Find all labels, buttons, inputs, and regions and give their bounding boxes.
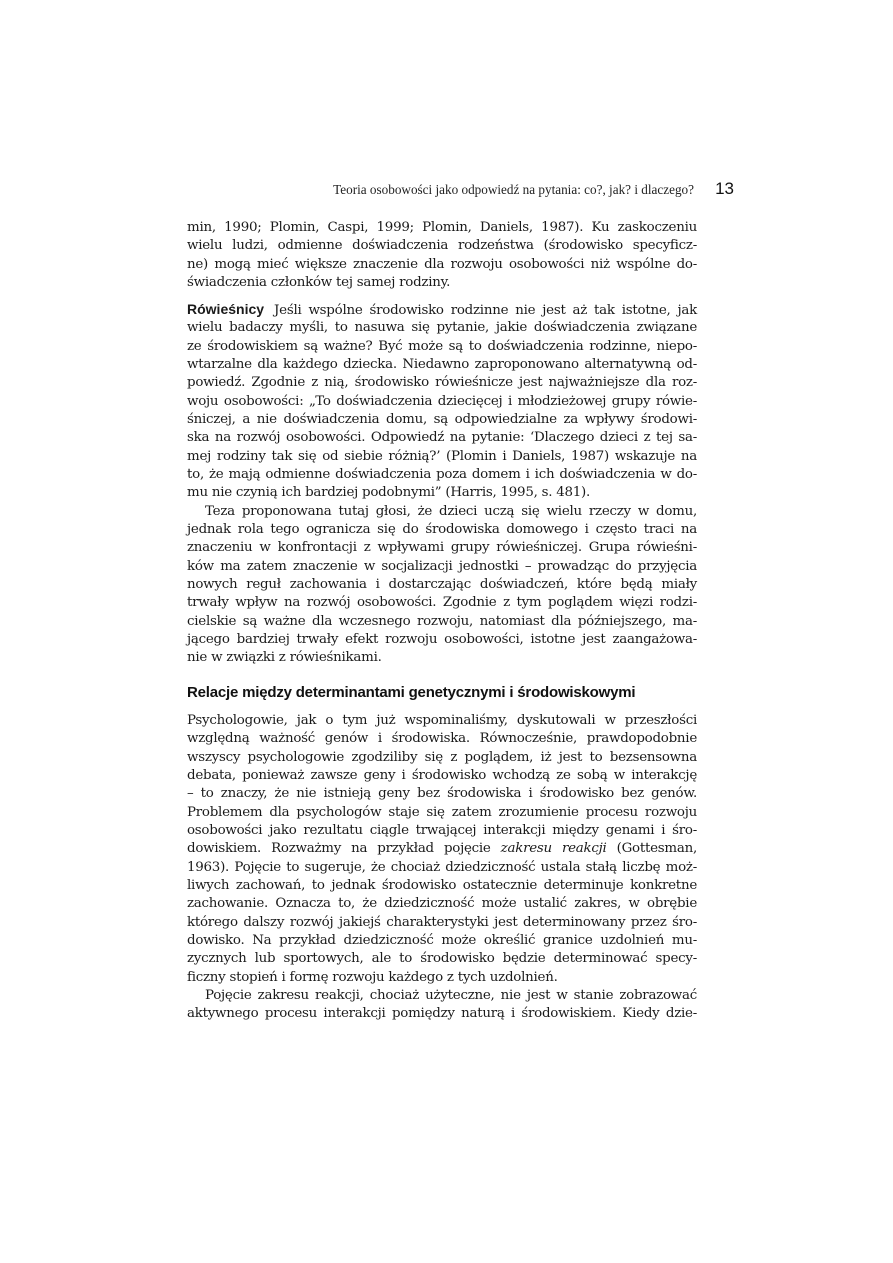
text-line: śniczej, a nie doświadczenia domu, są odpowiedzialne za wpływy środowi- (187, 412, 697, 427)
text-line: debata, ponieważ zawsze geny i środowisko wchodzą ze sobą w interakcję (187, 768, 697, 783)
text-line: trwały wpływ na rozwój osobowości. Zgodnie z tym poglądem więzi rodzi- (187, 595, 697, 610)
text-line: wielu badaczy myśli, to nasuwa się pytanie, jakie doświadczenia związane (187, 320, 697, 335)
text-line: osobowości jako rezultatu ciągle trwającej interakcji między genami i śro- (187, 823, 697, 838)
text-line: Problemem dla psychologów staje się zatem zrozumienie procesu rozwoju (187, 805, 697, 820)
text-span: dowiskiem. Rozważmy na przykład pojęcie (187, 841, 501, 856)
run-in-heading: Rówieśnicy (187, 301, 265, 317)
text-line: Pojęcie zakresu reakcji, chociaż użyteczne, nie jest w stanie zobrazować (205, 988, 697, 1003)
text-line: cielskie są ważne dla wczesnego rozwoju, natomiast dla późniejszego, ma- (187, 614, 697, 629)
text-line: 1963). Pojęcie to sugeruje, że chociaż dziedziczność ustala stałą liczbę moż- (187, 860, 697, 875)
text-line: to, że mają odmienne doświadczenia poza domem i ich doświadczenia w do- (187, 467, 697, 482)
text-line: znaczeniu w konfrontacji z wpływami grupy rówieśniczej. Grupa rówieśni- (187, 540, 697, 555)
text-line: zycznych lub sportowych, ale to środowisko będzie determinować specy- (187, 951, 697, 966)
italic-term: zakresu reakcji (500, 841, 607, 856)
text-line: liwych zachowań, to jednak środowisko ostatecznie determinuje konkretne (187, 878, 697, 893)
text-line: mu nie czynią ich bardziej podobnymi” (Harris, 1995, s. 481). (187, 485, 591, 500)
text-line: zachowanie. Oznacza to, że dziedziczność może ustalić zakres, w obrębie (187, 896, 697, 911)
running-title: Teoria osobowości jako odpowiedź na pytania: co?, jak? i dlaczego? (333, 182, 694, 197)
text-line: mej rodziny tak się od siebie różnią?’ (Plomin i Daniels, 1987) wskazuje na (187, 449, 697, 464)
text-line-with-italic (187, 839, 697, 858)
text-line: jącego bardziej trwały efekt rozwoju osobowości, istotne jest zaangażowa- (187, 632, 697, 647)
text-span: (Gottesman, (606, 841, 697, 856)
text-line: ne) mogą mieć większe znaczenie dla rozwoju osobowości niż wspólne do- (187, 257, 697, 272)
text-line: świadczenia członków tej samej rodziny. (187, 275, 451, 290)
text-line: ze środowiskiem są ważne? Być może są to doświadczenia rodzinne, niepo- (187, 339, 697, 354)
text-line: wszyscy psychologowie zgodziliby się z poglądem, iż jest to bezsensowna (187, 750, 697, 765)
text-line: nowych reguł zachowania i dostarczając doświadczeń, które będą miały (187, 577, 697, 592)
running-head (300, 180, 740, 200)
text-line: dowisko. Na przykład dziedziczność może określić granice uzdolnień mu- (187, 933, 697, 948)
text-line: ficzny stopień i formę rozwoju każdego z tych uzdolnień. (187, 970, 558, 985)
text-line: – to znaczy, że nie istnieją geny bez środowiska i środowisko bez genów. (187, 786, 697, 801)
text-line: Teza proponowana tutaj głosi, że dzieci uczą się wielu rzeczy w domu, (205, 504, 697, 519)
text-line: powiedź. Zgodnie z nią, środowisko rówieśnicze jest najważniejsze dla roz- (187, 375, 697, 390)
text-line: względną ważność genów i środowiska. Równocześnie, prawdopodobnie (187, 731, 697, 746)
text-span: Jeśli wspólne środowisko rodzinne nie jest aż tak istotne, jak (274, 303, 697, 318)
text-line: jednak rola tego ogranicza się do środowiska domowego i często traci na (187, 522, 697, 537)
text-line: woju osobowości: „To doświadczenia dziecięcej i młodzieżowej grupy rówie- (187, 394, 697, 409)
text-line: ków ma zatem znaczenie w socjalizacji jednostki – prowadząc do przyjęcia (187, 559, 697, 574)
text-line: aktywnego procesu interakcji pomiędzy naturą i środowiskiem. Kiedy dzie- (187, 1006, 697, 1021)
text-line: którego dalszy rozwój jakiejś charakterystyki jest determinowany przez śro- (187, 915, 697, 930)
text-line: min, 1990; Plomin, Caspi, 1999; Plomin, Daniels, 1987). Ku zaskoczeniu (187, 220, 697, 235)
section-heading: Relacje między determinantami genetycznymi i środowiskowymi (187, 684, 636, 701)
rowiesnicy-first-line (187, 300, 697, 319)
text-line: wielu ludzi, odmienne doświadczenia rodzeństwa (środowisko specyficz- (187, 238, 697, 253)
page-number: 13 (715, 179, 734, 198)
text-line: ska na rozwój osobowości. Odpowiedź na pytanie: ‘Dlaczego dzieci z tej sa- (187, 430, 697, 445)
text-line: Psychologowie, jak o tym już wspominaliśmy, dyskutowali w przeszłości (187, 713, 697, 728)
text-line: wtarzalne dla każdego dziecka. Niedawno zaproponowano alternatywną od- (187, 357, 697, 372)
text-line: nie w związki z rówieśnikami. (187, 650, 382, 665)
